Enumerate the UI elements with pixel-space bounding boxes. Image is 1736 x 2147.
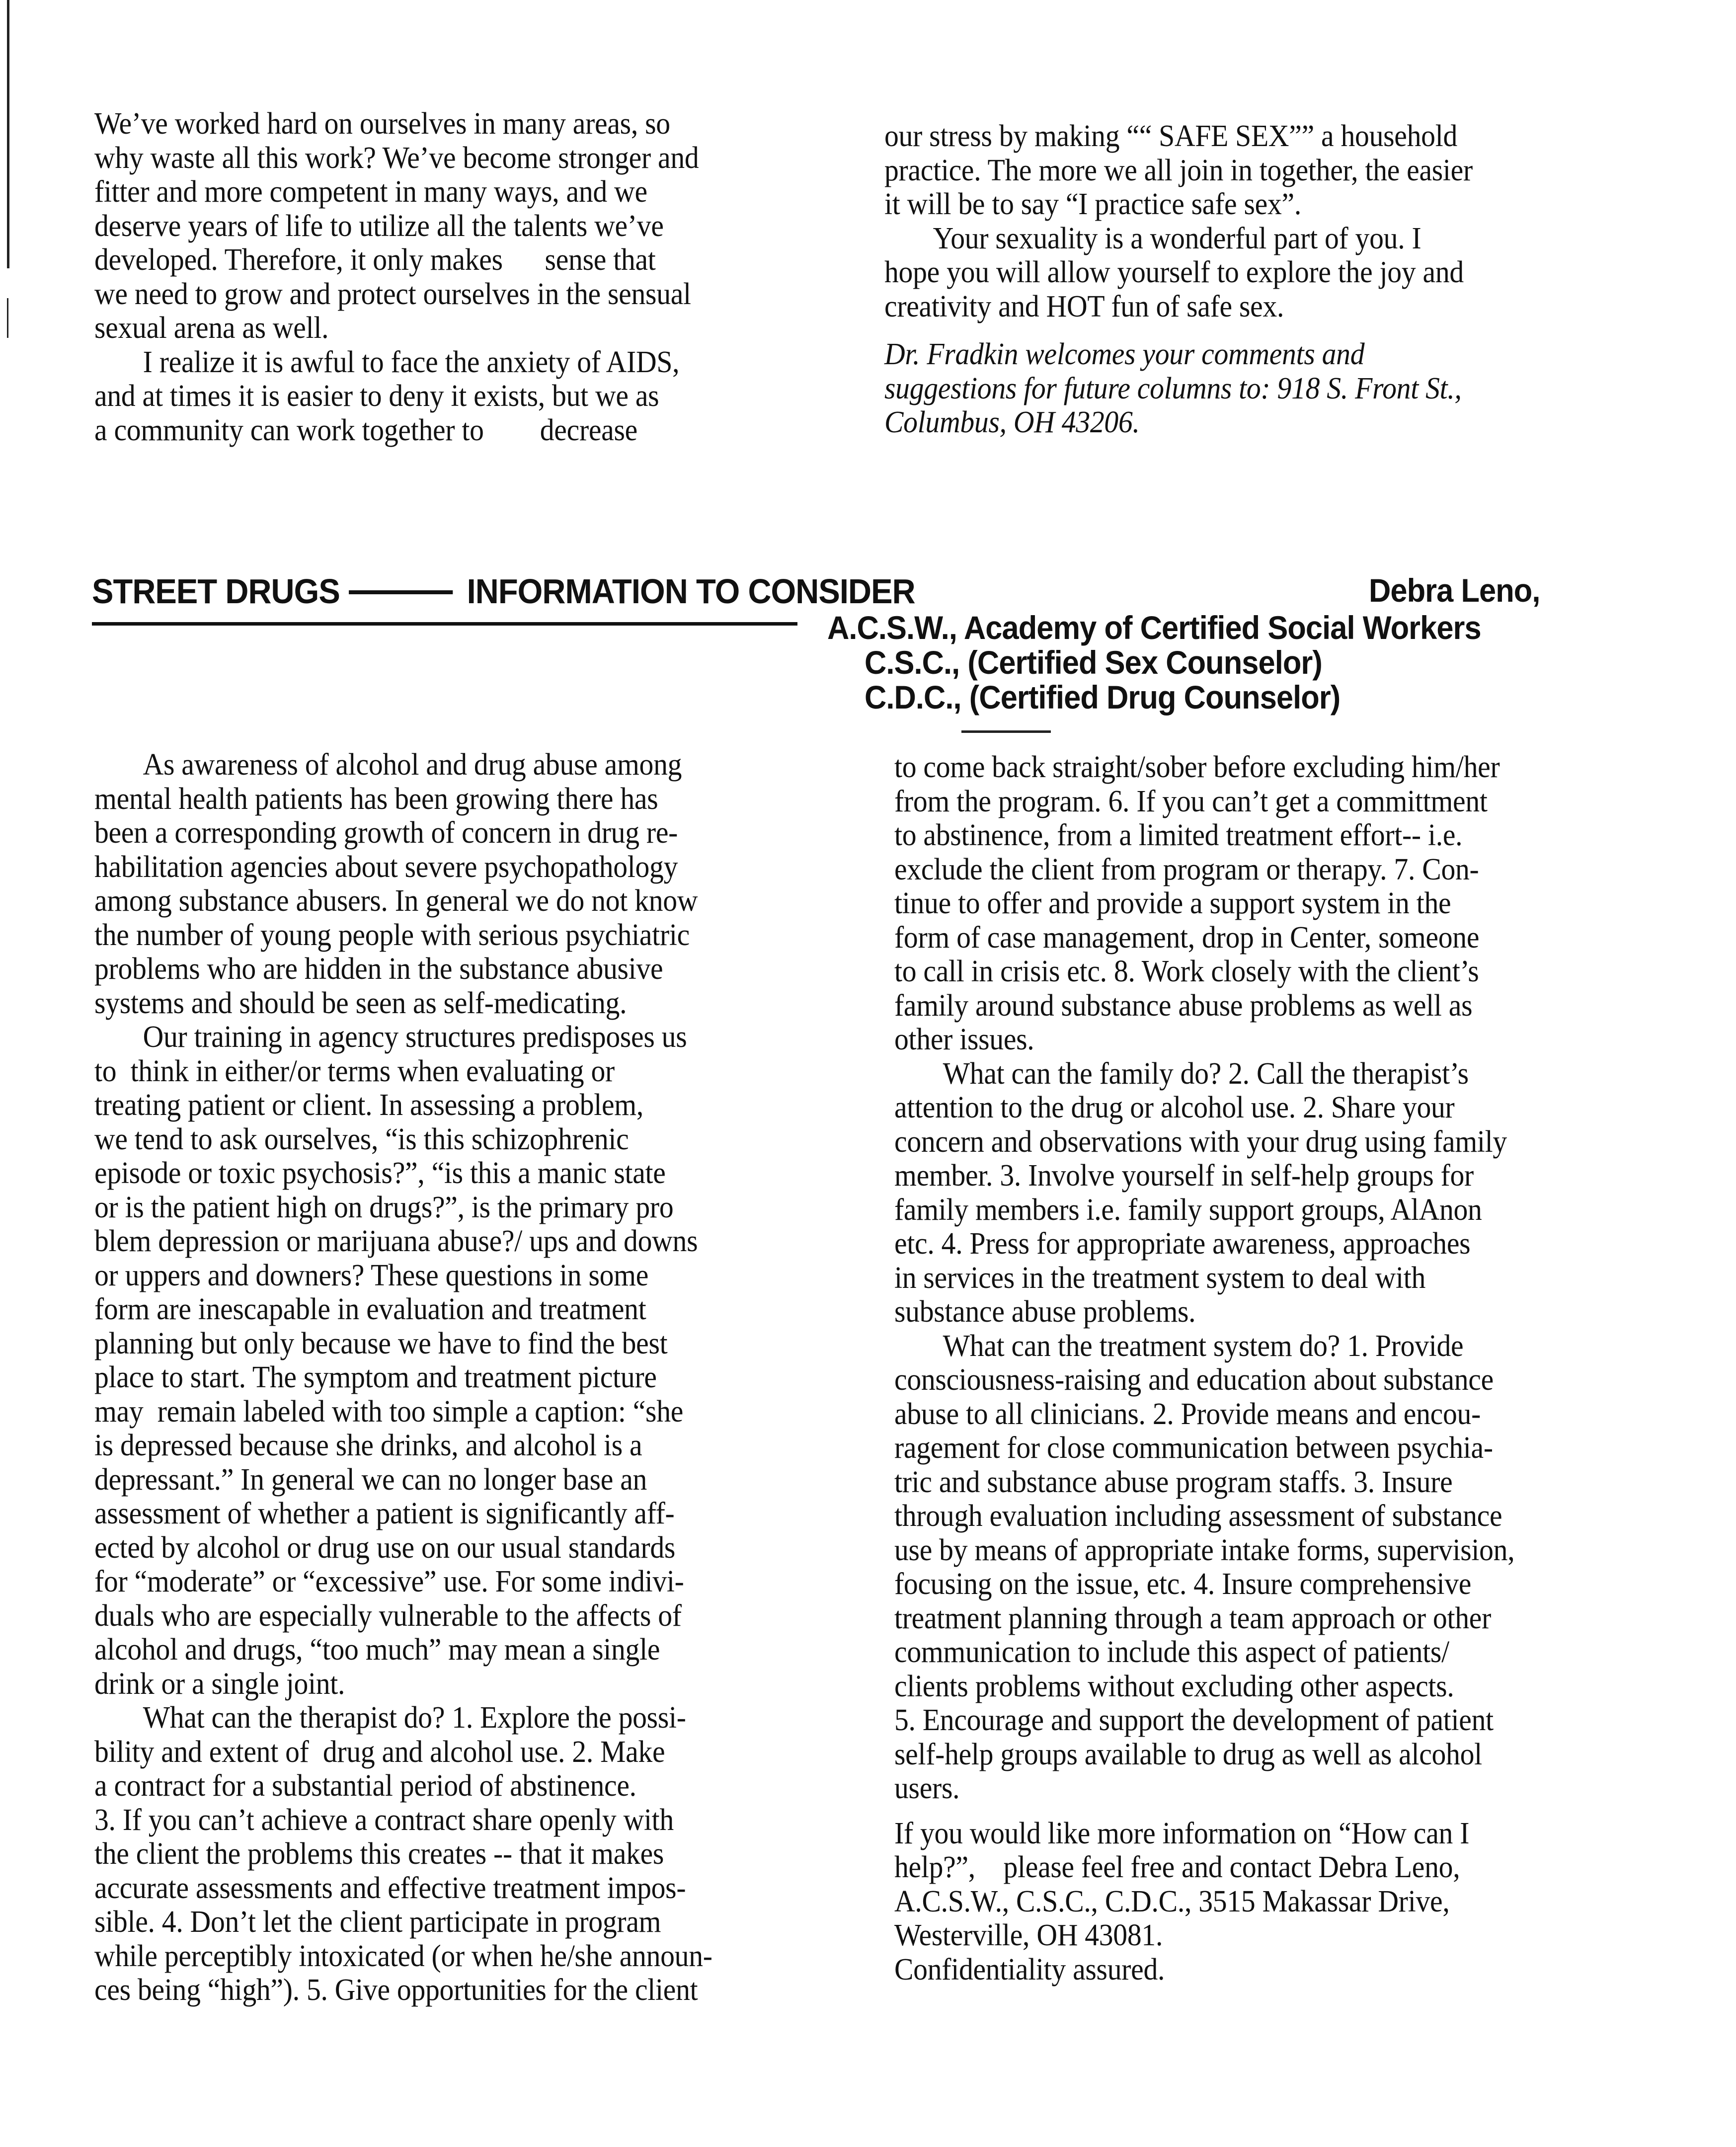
text-line: focusing on the issue, etc. 4. Insure comprehensive [894,1567,1472,1601]
text-line: member. 3. Involve yourself in self-help groups for [894,1159,1474,1193]
text-line: form of case management, drop in Center, someone [894,920,1480,954]
text-line: we tend to ask ourselves, “is this schizophrenic [94,1122,629,1156]
text-line: ragement for close communication between psychia- [894,1431,1493,1465]
text-line: problems who are hidden in the substance abusive [94,952,663,986]
text-line: creativity and HOT fun of safe sex. [884,289,1284,323]
byline-underline [961,730,1051,733]
headline-underline [92,622,797,626]
contact-info [894,1817,1561,1987]
text-line: duals who are especially vulnerable to the affects of [94,1598,682,1633]
text-line: substance abuse problems. [894,1295,1196,1329]
text-line: through evaluation including assessment of substance [894,1499,1502,1533]
text-line: why waste all this work? We’ve become stronger and [94,141,699,175]
text-line: ces being “high”). 5. Give opportunities for the client [94,1973,698,2007]
text-line: bility and extent of drug and alcohol use. 2. Make [94,1735,665,1769]
text-line: Columbus, OH 43206. [884,405,1140,439]
text-line: etc. 4. Press for appropriate awareness, approaches [894,1227,1471,1261]
article-right-column [894,750,1561,1987]
text-line: in services in the treatment system to deal with [894,1261,1426,1295]
text-line: consciousness-raising and education about substance [894,1363,1494,1397]
text-line: the client the problems this creates -- that it makes [94,1837,664,1871]
text-line: we need to grow and protect ourselves in the sensual [94,277,691,311]
text-line: tinue to offer and provide a support system in the [894,886,1451,920]
text-line: for “moderate” or “excessive” use. For some indivi- [94,1565,684,1598]
text-line: habilitation agencies about severe psychopathology [94,850,678,884]
text-line: a community can work together to decrease [94,413,637,447]
text-line: been a corresponding growth of concern in drug re- [94,816,678,850]
top-article-right-body [884,119,1517,323]
text-line: is depressed because she drinks, and alcohol is a [94,1429,642,1462]
text-line: depressant.” In general we can no longer base an [94,1462,647,1497]
top-article-left-column [94,107,744,447]
text-line: to come back straight/sober before excluding him/her [894,750,1500,784]
text-line: assessment of whether a patient is significantly aff- [94,1497,675,1530]
text-line: ected by alcohol or drug use on our usual standards [94,1530,676,1565]
text-line: alcohol and drugs, “too much” may mean a single [94,1633,660,1667]
text-line: fitter and more competent in many ways, and we [94,175,647,209]
text-line: family members i.e. family support groups, AlAnon [894,1193,1482,1227]
text-line: to think in either/or terms when evaluating or [94,1054,615,1088]
text-line: Your sexuality is a wonderful part of you. I [933,221,1421,255]
text-line: clients problems without excluding other aspects. [894,1669,1454,1703]
text-line: self-help groups available to drug as well as alcohol [894,1737,1482,1771]
scan-edge-mark [7,298,8,338]
text-line: I realize it is awful to face the anxiety of AIDS, [143,345,680,379]
text-line: or is the patient high on drugs?”, is the primary pro [94,1190,674,1224]
text-line: among substance abusers. In general we do not know [94,884,698,918]
text-line: episode or toxic psychosis?”, “is this a manic state [94,1156,666,1190]
text-line: family around substance abuse problems as well as [894,988,1473,1023]
text-line: suggestions for future columns to: 918 S. Front St., [884,371,1462,405]
text-line: while perceptibly intoxicated (or when he/she announ- [94,1939,712,1973]
text-line: treating patient or client. In assessing a problem, [94,1088,644,1122]
text-line: 3. If you can’t achieve a contract share openly with [94,1803,674,1837]
text-line: to abstinence, from a limited treatment effort-- i.e. [894,818,1463,852]
text-line: may remain labeled with too simple a caption: “she [94,1394,684,1429]
author-signature-note [884,337,1517,440]
headline-part-1: STREET DRUGS [92,572,340,611]
text-line: developed. Therefore, it only makes sense that [94,243,656,277]
text-line: it will be to say “I practice safe sex”. [884,187,1301,221]
text-line: As awareness of alcohol and drug abuse among [143,748,682,782]
text-line: practice. The more we all join in together, the easier [884,153,1473,187]
text-line: What can the family do? 2. Call the therapist’s [943,1056,1469,1091]
article-left-column [94,748,759,2007]
text-line: If you would like more information on “How can I [894,1816,1470,1850]
text-line: sible. 4. Don’t let the client participate in program [94,1905,661,1939]
text-line: concern and observations with your drug using family [894,1124,1507,1159]
text-line: to call in crisis etc. 8. Work closely with the client’s [894,954,1479,988]
text-line: Confidentiality assured. [894,1952,1165,1987]
text-line: 5. Encourage and support the development of patient [894,1703,1494,1737]
text-line: use by means of appropriate intake forms, supervision, [894,1533,1515,1567]
text-line: planning but only because we have to find the best [94,1326,668,1360]
byline-credential-acsw: A.C.S.W., Academy of Certified Social Workers [827,609,1481,646]
text-line: blem depression or marijuana abuse?/ ups and downs [94,1224,698,1258]
text-line: Our training in agency structures predisposes us [143,1020,687,1054]
text-line: abuse to all clinicians. 2. Provide means and encou- [894,1397,1481,1431]
text-line: communication to include this aspect of patients/ [894,1635,1449,1669]
scan-edge-mark [7,0,9,268]
text-line: treatment planning through a team approach or other [894,1601,1492,1635]
text-line: the number of young people with serious psychiatric [94,918,690,952]
text-line: Dr. Fradkin welcomes your comments and [884,337,1365,371]
text-line: A.C.S.W., C.S.C., C.D.C., 3515 Makassar Drive, [894,1884,1450,1918]
top-article-right-column [884,119,1517,440]
text-line: What can the therapist do? 1. Explore the possi- [143,1701,686,1735]
text-line: from the program. 6. If you can’t get a committment [894,784,1488,818]
text-line: drink or a single joint. [94,1667,345,1701]
text-line: accurate assessments and effective treatment impos- [94,1871,686,1905]
text-line: our stress by making ““ SAFE SEX”” a household [884,119,1458,153]
text-line: users. [894,1771,960,1805]
text-line: systems and should be seen as self-medicating. [94,986,627,1020]
text-line: and at times it is easier to deny it exists, but we as [94,379,659,413]
text-line: sexual arena as well. [94,311,329,345]
text-line: place to start. The symptom and treatment picture [94,1360,657,1394]
text-line: form are inescapable in evaluation and treatment [94,1292,646,1326]
byline-credential-csc: C.S.C., (Certified Sex Counselor) [865,644,1322,681]
text-line: exclude the client from program or therapy. 7. Con- [894,852,1479,886]
text-line: other issues. [894,1023,1034,1056]
text-line: We’ve worked hard on ourselves in many areas, so [94,107,670,141]
text-line: hope you will allow yourself to explore the joy and [884,255,1464,289]
headline-dash [349,590,453,594]
text-line: Westerville, OH 43081. [894,1918,1163,1952]
text-line: help?”, please feel free and contact Debra Leno, [894,1850,1460,1884]
text-line: deserve years of life to utilize all the talents we’ve [94,209,664,243]
byline-author: Debra Leno, [1369,572,1540,609]
text-line: or uppers and downers? These questions in some [94,1258,649,1292]
text-line: tric and substance abuse program staffs. 3. Insure [894,1465,1453,1499]
article-headline [92,571,915,611]
byline-credential-cdc: C.D.C., (Certified Drug Counselor) [865,679,1341,716]
text-line: attention to the drug or alcohol use. 2. Share your [894,1091,1455,1124]
headline-part-2: INFORMATION TO CONSIDER [467,572,915,611]
text-line: a contract for a substantial period of abstinence. [94,1769,636,1803]
text-line: What can the treatment system do? 1. Provide [943,1329,1464,1363]
article-right-body [894,750,1561,1806]
text-line: mental health patients has been growing there has [94,782,658,816]
